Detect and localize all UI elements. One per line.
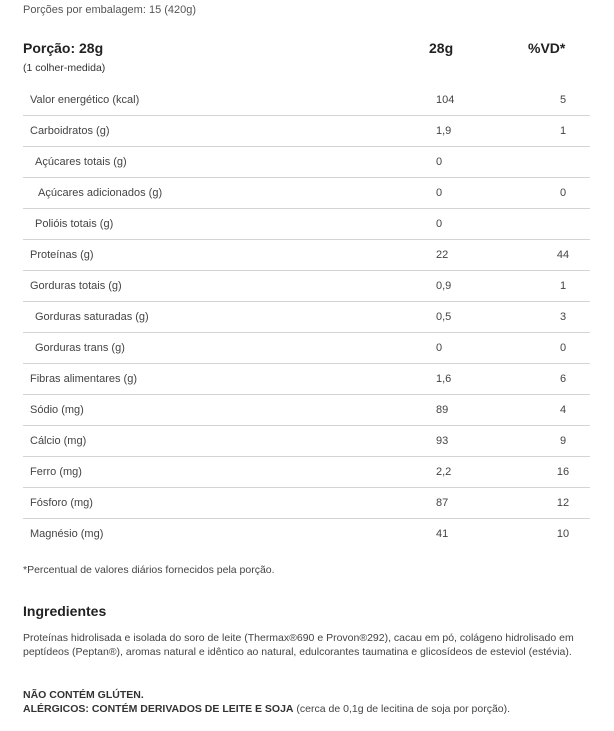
allergen-warnings xyxy=(23,688,603,716)
nutrient-amount: 0,9 xyxy=(436,280,452,292)
gluten-warning: NÃO CONTÉM GLÚTEN. xyxy=(23,689,144,701)
nutrient-name: Fibras alimentares (g) xyxy=(30,373,137,385)
table-row xyxy=(23,85,590,116)
nutrient-daily-value: 9 xyxy=(559,435,567,447)
table-row xyxy=(23,426,590,457)
daily-value-footnote: *Percentual de valores diários fornecidos pela porção. xyxy=(23,564,275,576)
nutrient-amount: 87 xyxy=(436,497,449,509)
nutrient-daily-value: 3 xyxy=(559,311,567,323)
table-row xyxy=(23,333,590,364)
nutrient-name: Gorduras trans (g) xyxy=(35,342,125,354)
nutrient-name: Magnésio (mg) xyxy=(30,528,104,540)
nutrient-amount: 1,6 xyxy=(436,373,452,385)
nutrient-daily-value: 4 xyxy=(559,404,567,416)
table-row xyxy=(23,488,590,519)
table-row xyxy=(23,364,590,395)
nutrient-name: Ferro (mg) xyxy=(30,466,82,478)
nutrient-daily-value: 12 xyxy=(556,497,570,509)
nutrient-name: Proteínas (g) xyxy=(30,249,94,261)
nutrient-name: Polióis totais (g) xyxy=(35,218,114,230)
ingredients-text: Proteínas hidrolisada e isolada do soro de leite (Thermax®690 e Provon®292), cacau em pó, colágeno hidrolisado em peptídeos (Peptan®), aromas natural e idêntico ao natural, edulcorantes taumatina e glicosídeos de esteviol (estévia). xyxy=(23,632,574,658)
servings-per-package: Porções por embalagem: 15 (420g) xyxy=(23,4,197,16)
nutrition-table xyxy=(23,85,590,549)
nutrient-daily-value: 0 xyxy=(559,342,567,354)
table-row xyxy=(23,302,590,333)
nutrient-daily-value: 1 xyxy=(559,280,567,292)
nutrient-name: Açúcares adicionados (g) xyxy=(38,187,163,199)
nutrient-daily-value: 1 xyxy=(559,125,567,137)
table-row xyxy=(23,271,590,302)
portion-title: Porção: 28g xyxy=(23,40,104,56)
nutrient-name: Carboidratos (g) xyxy=(30,125,110,137)
nutrient-amount: 41 xyxy=(436,528,449,540)
table-row xyxy=(23,209,590,240)
table-row xyxy=(23,395,590,426)
nutrient-amount: 93 xyxy=(436,435,449,447)
table-row xyxy=(23,240,590,271)
nutrient-amount: 0 xyxy=(436,342,443,354)
nutrient-name: Cálcio (mg) xyxy=(30,435,87,447)
nutrient-daily-value: 16 xyxy=(556,466,570,478)
nutrient-name: Açúcares totais (g) xyxy=(35,156,127,168)
portion-subtitle: (1 colher-medida) xyxy=(23,62,106,74)
nutrient-name: Valor energético (kcal) xyxy=(30,94,140,106)
nutrient-amount: 1,9 xyxy=(436,125,452,137)
allergen-warning: ALÉRGICOS: CONTÉM DERIVADOS DE LEITE E SOJA xyxy=(23,703,294,715)
allergen-note: (cerca de 0,1g de lecitina de soja por porção). xyxy=(293,703,511,715)
column-header-amount: 28g xyxy=(429,40,454,56)
nutrient-amount: 89 xyxy=(436,404,449,416)
nutrient-amount: 22 xyxy=(436,249,449,261)
nutrient-daily-value: 6 xyxy=(559,373,567,385)
table-row xyxy=(23,519,590,549)
nutrient-amount: 0 xyxy=(436,187,443,199)
nutrient-name: Fósforo (mg) xyxy=(30,497,93,509)
nutrient-amount: 0 xyxy=(436,156,443,168)
table-row xyxy=(23,116,590,147)
portion-header xyxy=(23,40,105,74)
nutrient-daily-value: 5 xyxy=(559,94,567,106)
nutrient-name: Gorduras totais (g) xyxy=(30,280,122,292)
nutrient-amount: 104 xyxy=(436,94,455,106)
nutrient-daily-value: 0 xyxy=(559,187,567,199)
nutrient-amount: 2,2 xyxy=(436,466,452,478)
nutrient-daily-value: 10 xyxy=(556,528,570,540)
nutrient-amount: 0,5 xyxy=(436,311,452,323)
table-row xyxy=(23,178,590,209)
nutrient-name: Gorduras saturadas (g) xyxy=(35,311,149,323)
table-row xyxy=(23,457,590,488)
nutrient-amount: 0 xyxy=(436,218,443,230)
table-row xyxy=(23,147,590,178)
column-header-daily-value: %VD* xyxy=(528,40,566,56)
nutrient-name: Sódio (mg) xyxy=(30,404,84,416)
ingredients-heading: Ingredientes xyxy=(23,603,107,619)
nutrient-daily-value: 44 xyxy=(556,249,570,261)
